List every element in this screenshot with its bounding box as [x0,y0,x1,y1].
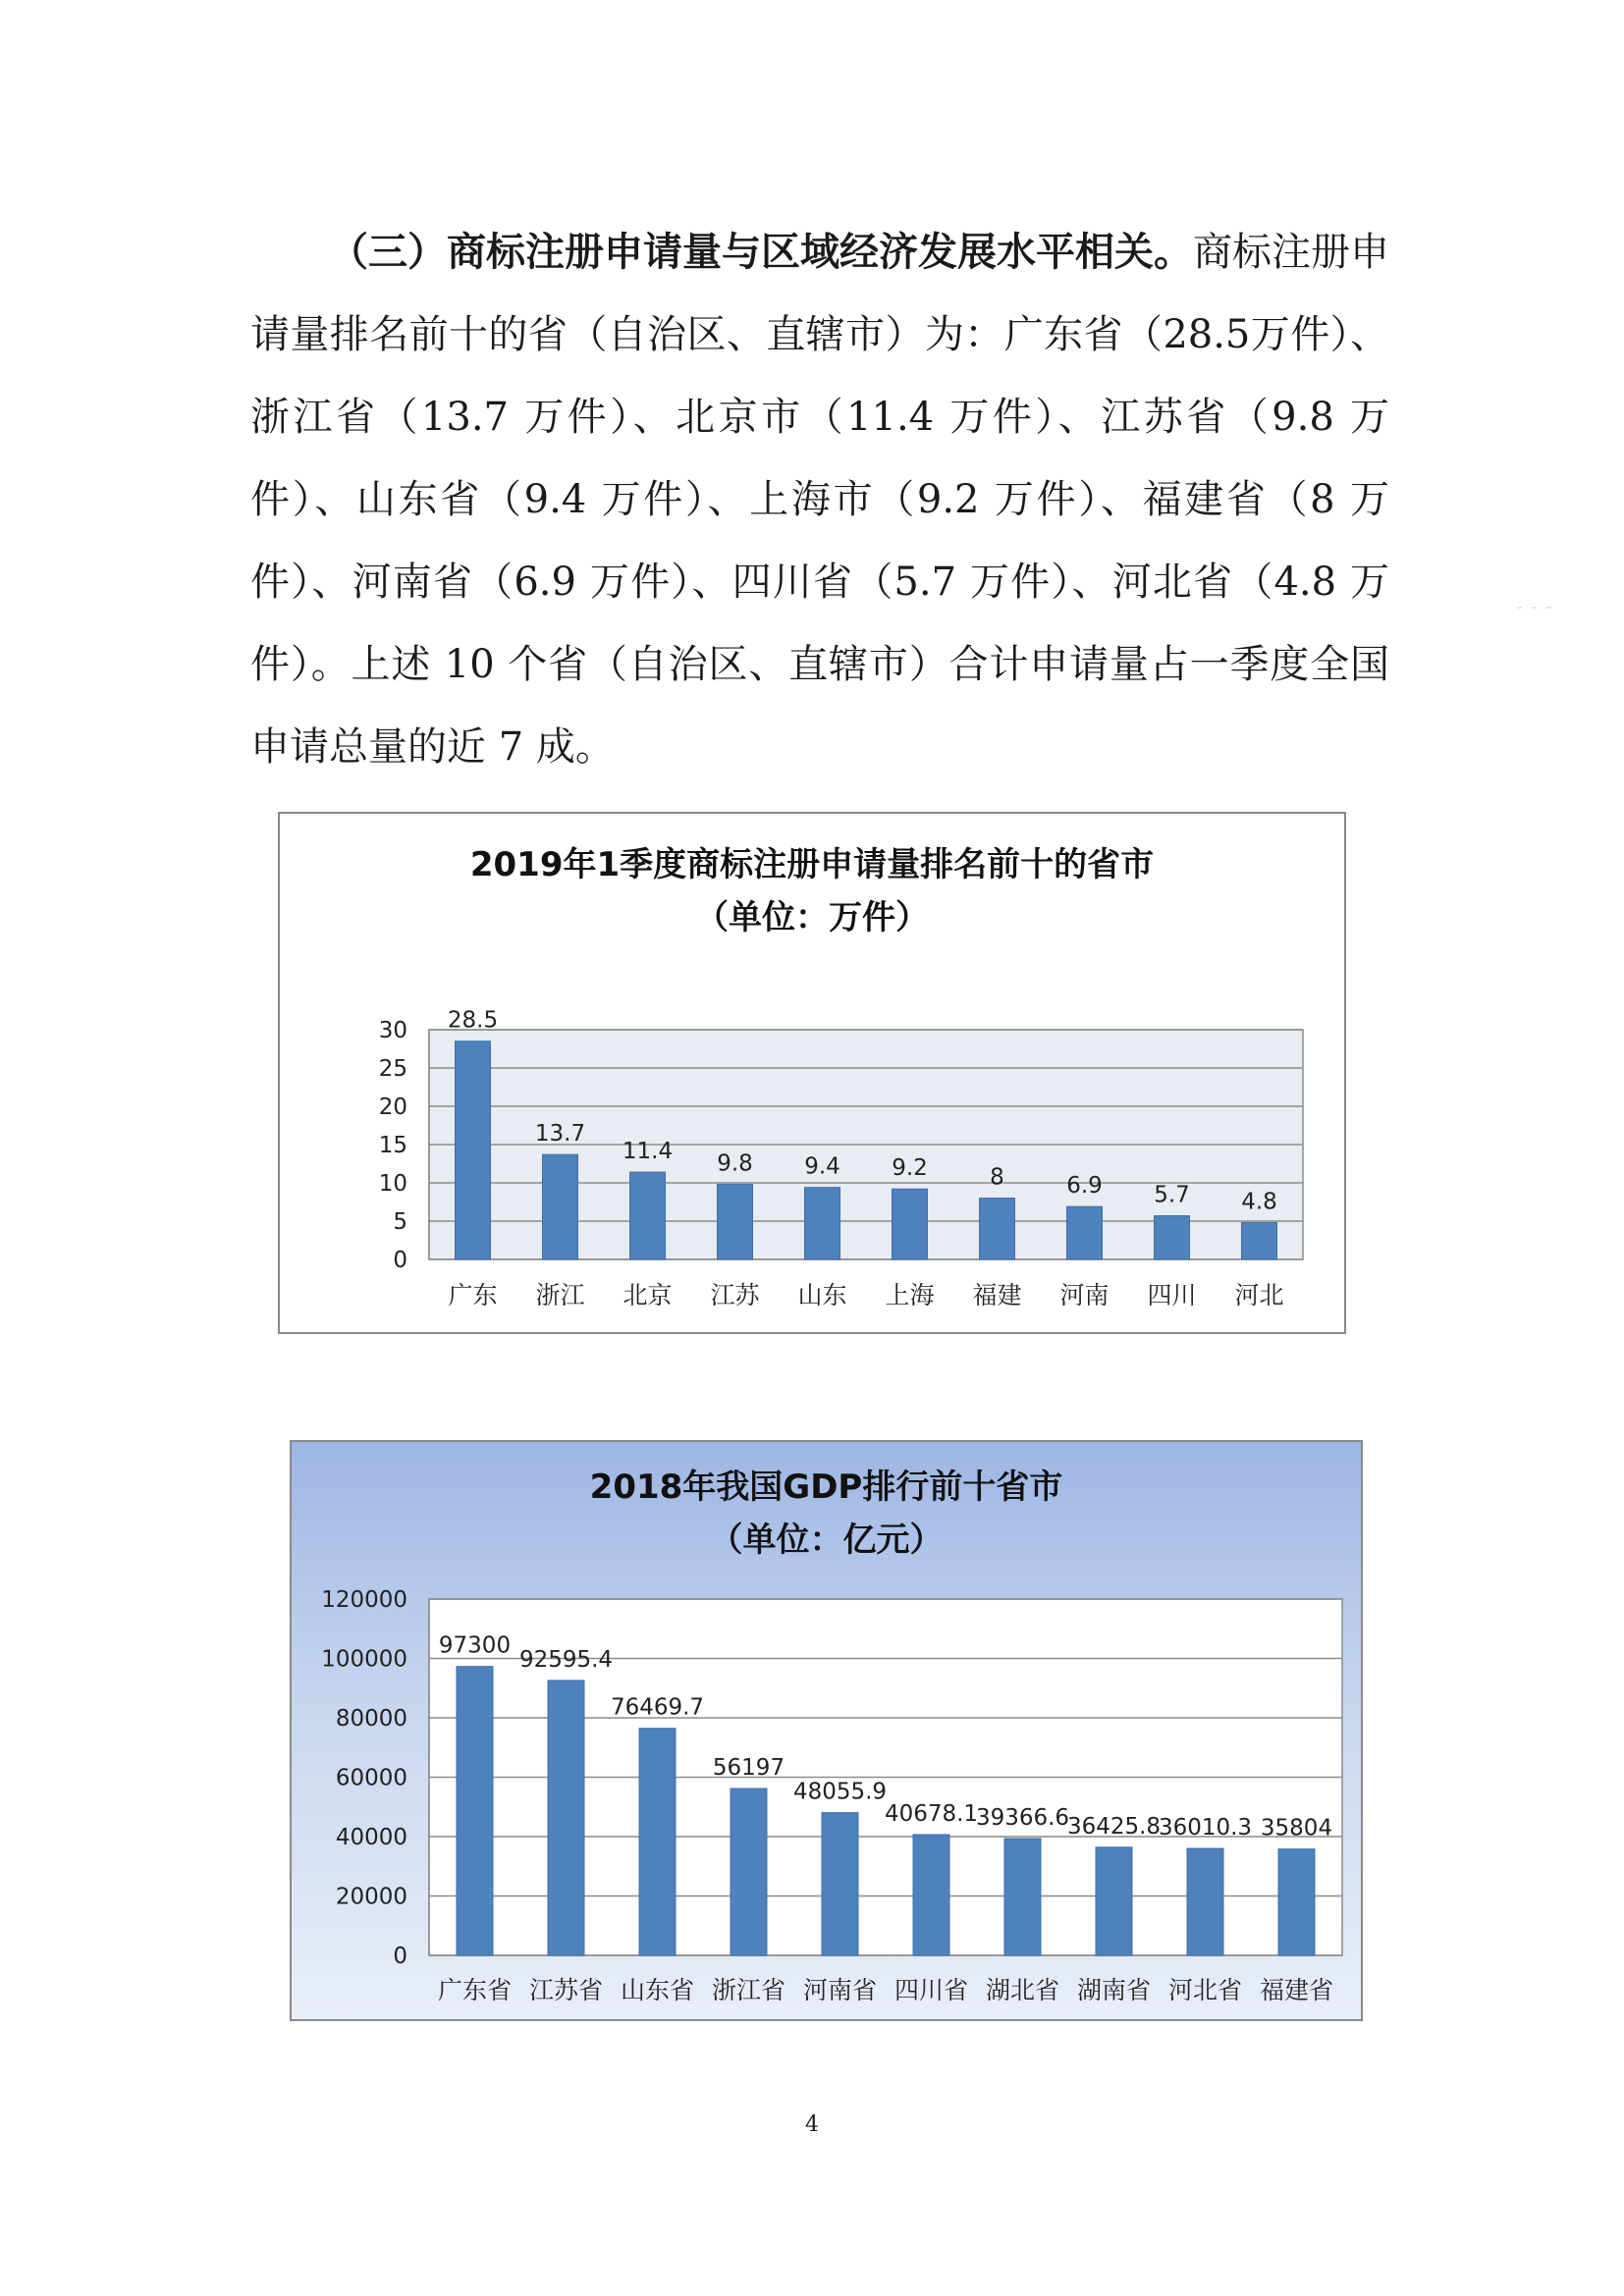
y-tick-label: 80000 [335,1706,407,1732]
x-tick-label: 山东省 [620,1976,695,2004]
trademark-bar-chart [280,814,1348,1336]
y-tick-label: 5 [393,1209,407,1235]
y-tick-label: 15 [378,1133,407,1158]
bar [893,1189,928,1259]
data-label: 56197 [712,1755,785,1782]
data-label: 13.7 [534,1121,586,1148]
data-label: 9.8 [717,1150,753,1177]
data-label: 6.9 [1066,1173,1103,1200]
x-tick-label: 北京 [623,1281,673,1309]
bar [718,1185,753,1259]
gdp-chart [290,1440,1363,2021]
y-tick-label: 120000 [321,1587,407,1613]
paragraph-lead: （三）商标注册申请量与区域经济发展水平相关。 [329,229,1193,275]
data-label: 76469.7 [610,1694,705,1721]
x-tick-label: 四川 [1147,1281,1197,1309]
x-tick-label: 河北省 [1167,1976,1243,2004]
y-tick-label: 20 [378,1095,407,1120]
data-label: 48055.9 [792,1779,888,1805]
data-label: 36425.8 [1066,1813,1162,1840]
body-paragraph [250,211,1389,788]
y-tick-label: 0 [393,1248,407,1273]
bar [980,1199,1015,1259]
bar [805,1188,840,1259]
data-label: 36010.3 [1158,1815,1253,1842]
bar [1155,1216,1190,1259]
x-tick-label: 上海 [885,1281,935,1309]
x-tick-label: 福建省 [1259,1976,1334,2004]
data-label: 9.4 [804,1153,840,1180]
x-tick-label: 河南 [1059,1281,1110,1309]
x-tick-label: 河南省 [802,1976,878,2004]
data-label: 5.7 [1154,1182,1190,1208]
x-tick-label: 广东 [448,1281,498,1309]
data-label: 8 [990,1164,1004,1191]
x-tick-label: 江苏 [710,1281,760,1309]
x-tick-label: 湖南省 [1076,1976,1152,2004]
scan-mark [1517,607,1522,609]
page-number: 4 [805,2112,819,2137]
x-tick-label: 广东省 [437,1976,513,2004]
chart-subtitle: （单位：万件） [695,898,929,937]
x-tick-label: 福建 [972,1281,1022,1309]
data-label: 40678.1 [884,1800,979,1827]
bar [822,1813,858,1955]
bar [1187,1848,1223,1955]
x-tick-label: 江苏省 [528,1976,604,2004]
bar [630,1172,666,1259]
bar [1067,1206,1103,1259]
data-label: 92595.4 [518,1646,614,1673]
bar [1096,1847,1132,1955]
y-tick-label: 40000 [335,1825,407,1850]
bar [731,1789,767,1955]
x-tick-label: 山东 [797,1281,847,1309]
bar [1278,1849,1315,1955]
data-label: 9.2 [892,1155,928,1182]
gdp-bar-chart [292,1442,1365,2023]
data-label: 35804 [1260,1815,1333,1842]
bar [639,1729,676,1955]
x-tick-label: 浙江省 [711,1976,786,2004]
data-label: 97300 [438,1632,512,1659]
data-label: 39366.6 [975,1804,1070,1831]
x-tick-label: 浙江 [535,1281,585,1309]
y-tick-label: 10 [378,1171,407,1197]
y-tick-label: 0 [393,1944,407,1969]
data-label: 4.8 [1241,1189,1277,1215]
trademark-chart [278,812,1346,1334]
data-label: 11.4 [622,1139,674,1165]
data-label: 28.5 [447,1007,499,1034]
y-tick-label: 30 [378,1018,407,1043]
bar [1004,1839,1041,1955]
chart-title: 2019年1季度商标注册申请量排名前十的省市 [469,845,1155,884]
scan-mark [1532,607,1537,609]
chart-title: 2018年我国GDP排行前十省市 [589,1468,1063,1507]
bar [456,1041,491,1259]
chart-subtitle: （单位：亿元） [709,1521,944,1560]
y-tick-label: 20000 [335,1884,407,1910]
bar [548,1681,584,1955]
bar [543,1154,578,1259]
bar [1242,1223,1277,1259]
y-tick-label: 25 [378,1056,407,1082]
x-tick-label: 四川省 [893,1976,969,2004]
bar [457,1667,493,1955]
bar [913,1835,949,1955]
scan-mark [1546,607,1551,609]
x-tick-label: 河北 [1234,1281,1284,1309]
paragraph-body: 商标注册申请量排名前十的省（自治区、直辖市）为：广东省（28.5万件）、浙江省（13.7 万件）、北京市（11.4 万件）、江苏省（9.8 万件）、山东省（9.4 万件）、上海市（9.2 万件）、福建省（8 万件）、河南省（6.9 万件）、四川省（5.7 万件）、河北省（4.8 万件）。上述 10 个省（自治区、直辖市）合计申请量占一季度全国申请总量的近 7 成。 [250,230,1389,770]
y-tick-label: 60000 [335,1765,407,1791]
y-tick-label: 100000 [321,1646,407,1673]
x-tick-label: 湖北省 [985,1976,1060,2004]
